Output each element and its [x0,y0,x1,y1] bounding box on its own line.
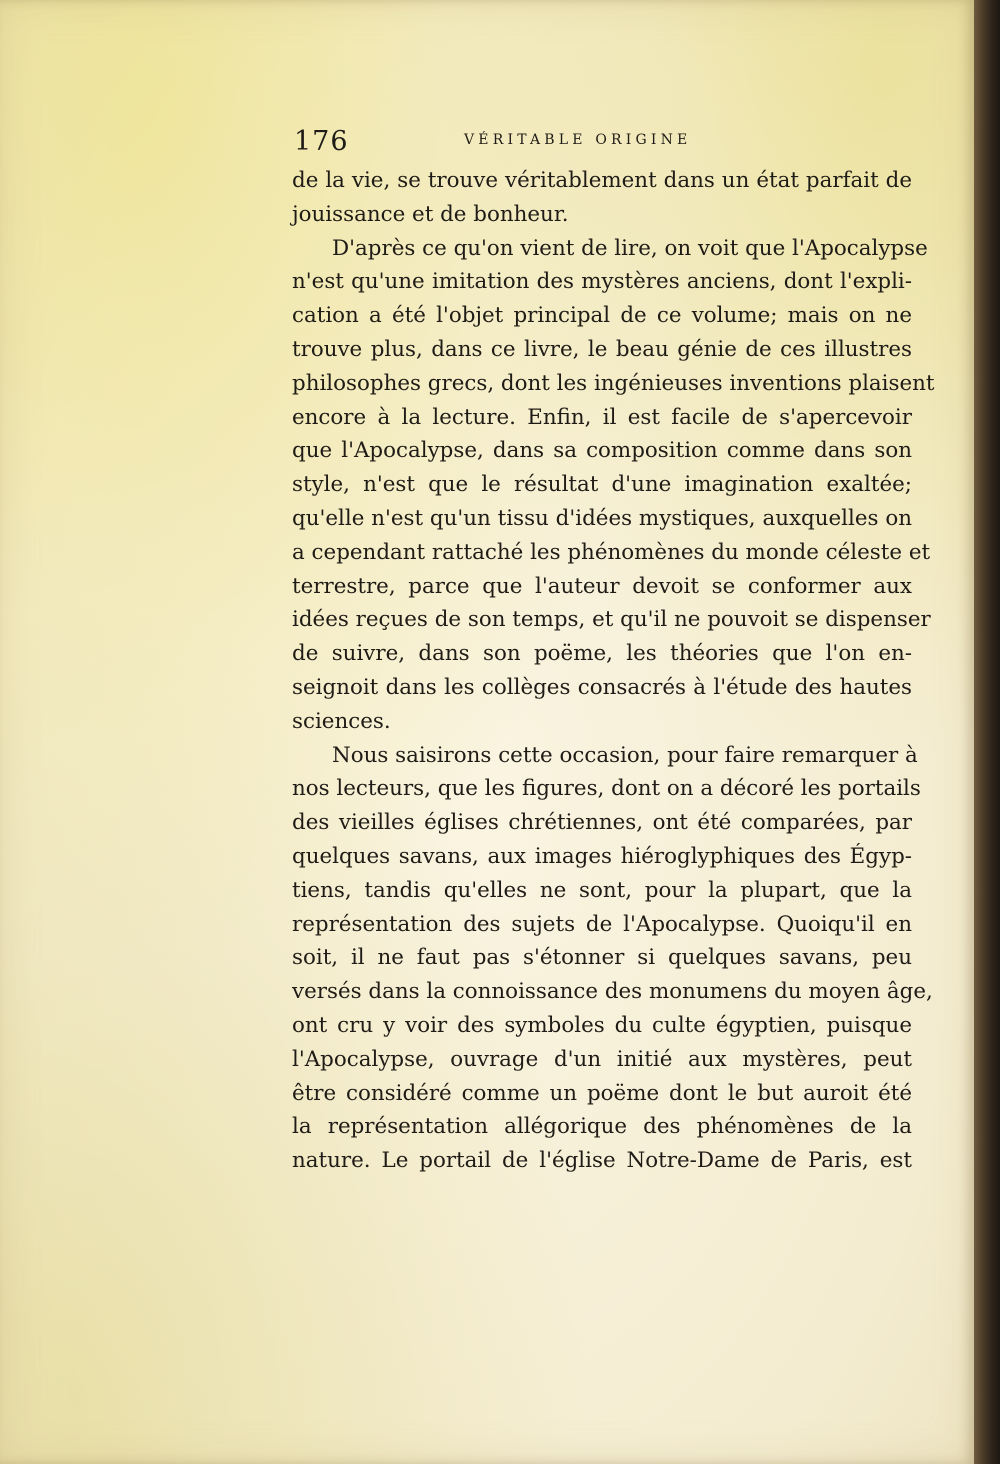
text-line: jouissance et de bonheur. [292,201,569,227]
text-line: nature. Le portail de l'église Notre-Dame de Paris, est [292,1148,912,1174]
text-line: être considéré comme un poëme dont le but auroit été [292,1080,912,1106]
text-line: l'Apocalypse, ouvrage d'un initié aux mystères, peut [292,1046,912,1072]
text-line: nos lecteurs, que les figures, dont on a décoré les portails [292,776,921,802]
page-number: 176 [294,126,349,157]
text-line: style, n'est que le résultat d'une imagination exaltée; [292,472,912,498]
text-line: représentation des sujets de l'Apocalypse. Quoiqu'il en [292,911,912,937]
text-line: terrestre, parce que l'auteur devoit se conformer aux [292,573,912,599]
text-line: cation a été l'objet principal de ce volume; mais on ne [292,303,912,329]
text-line: soit, il ne faut pas s'étonner si quelques savans, peu [292,945,912,971]
text-line: de la vie, se trouve véritablement dans un état parfait de [292,168,912,193]
text-line: Nous saisirons cette occasion, pour faire remarquer à [332,742,918,768]
text-line: a cependant rattaché les phénomènes du monde céleste et [292,539,931,565]
text-line: trouve plus, dans ce livre, le beau génie de ces illustres [292,336,912,362]
text-line: des vieilles églises chrétiennes, ont été comparées, par [292,810,912,836]
text-line: tiens, tandis qu'elles ne sont, pour la plupart, que la [292,877,912,903]
text-line: qu'elle n'est qu'un tissu d'idées mystiques, auxquelles on [292,505,912,531]
text-line: ont cru y voir des symboles du culte égyptien, puisque [292,1012,912,1038]
text-line: versés dans la connoissance des monumens du moyen âge, [292,979,933,1005]
text-line: encore à la lecture. Enfin, il est facile de s'apercevoir [292,404,912,430]
text-line: la représentation allégorique des phénomènes de la [292,1114,912,1140]
running-head: VÉRITABLE ORIGINE [464,132,692,148]
book-binding-edge [974,0,1000,1464]
text-line: que l'Apocalypse, dans sa composition comme dans son [292,438,912,464]
text-line: D'après ce qu'on vient de lire, on voit que l'Apocalypse [332,235,928,261]
text-line: n'est qu'une imitation des mystères anciens, dont l'expli- [292,269,912,295]
text-line: quelques savans, aux images hiéroglyphiques des Égyp- [292,843,912,869]
text-line: philosophes grecs, dont les ingénieuses inventions plaisent [292,370,935,396]
page-header [292,122,912,164]
text-line: sciences. [292,708,391,734]
text-line: idées reçues de son temps, et qu'il ne pouvoit se dispenser [292,607,931,633]
text-line: de suivre, dans son poëme, les théories que l'on en- [292,641,912,667]
text-block [292,122,935,1178]
text-line: seignoit dans les collèges consacrés à l'étude des hautes [292,674,912,700]
